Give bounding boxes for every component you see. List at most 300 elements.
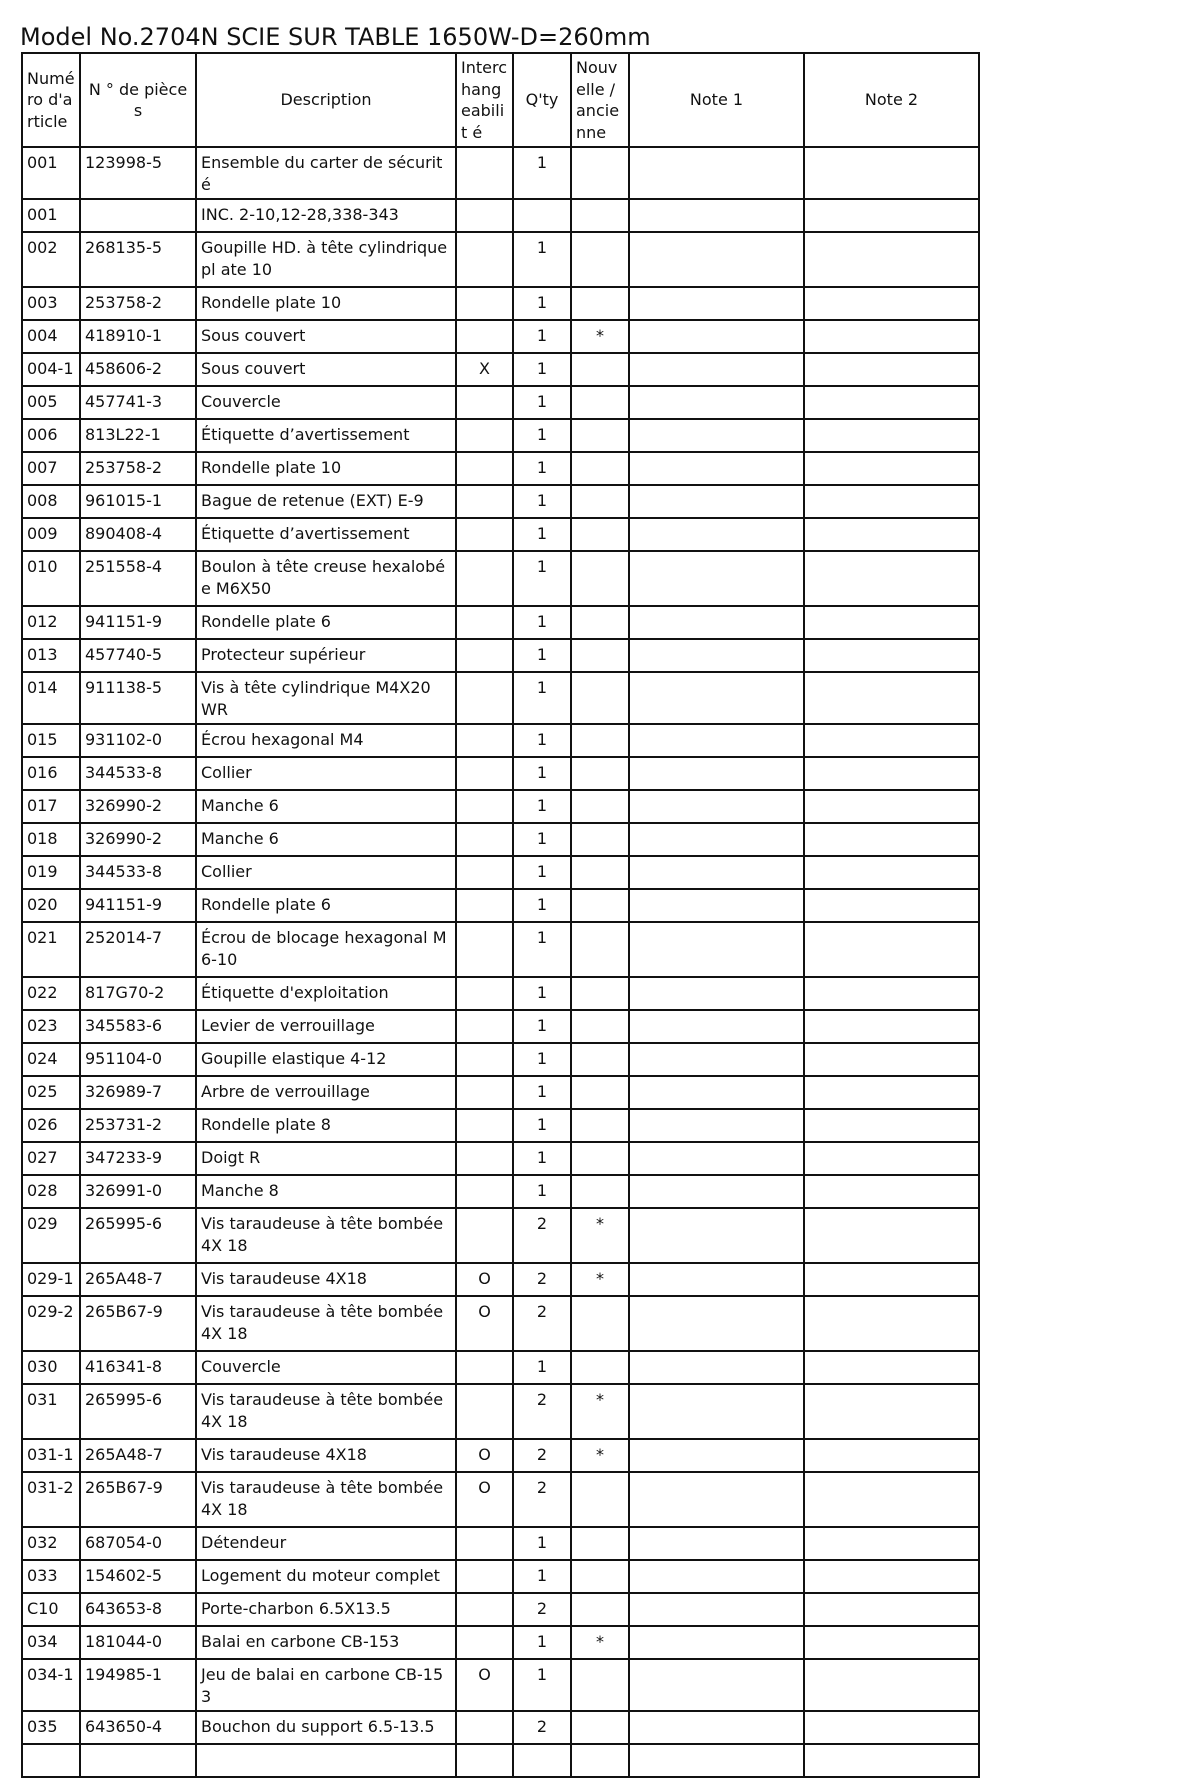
cell-interchangeability xyxy=(456,518,513,551)
cell-qty: 1 xyxy=(513,386,571,419)
cell-note-2 xyxy=(804,1439,979,1472)
cell-part-no: 265B67-9 xyxy=(80,1472,196,1527)
cell-note-2 xyxy=(804,1626,979,1659)
cell-interchangeability xyxy=(456,1076,513,1109)
cell-new-old xyxy=(571,1744,629,1777)
cell-description: Doigt R xyxy=(196,1142,456,1175)
cell-note-1 xyxy=(629,419,804,452)
cell-note-2 xyxy=(804,922,979,977)
cell-part-no: 418910-1 xyxy=(80,320,196,353)
cell-part-no: 931102-0 xyxy=(80,724,196,757)
cell-part-no: 345583-6 xyxy=(80,1010,196,1043)
cell-note-1 xyxy=(629,199,804,232)
cell-qty: 1 xyxy=(513,551,571,606)
table-row xyxy=(22,1043,979,1076)
cell-note-2 xyxy=(804,1711,979,1744)
cell-description: Porte-charbon 6.5X13.5 xyxy=(196,1593,456,1626)
cell-interchangeability xyxy=(456,1208,513,1263)
table-row xyxy=(22,1263,979,1296)
table-row xyxy=(22,1593,979,1626)
cell-note-1 xyxy=(629,452,804,485)
cell-item-no: 029-2 xyxy=(22,1296,80,1351)
cell-item-no: 028 xyxy=(22,1175,80,1208)
table-row xyxy=(22,1109,979,1142)
cell-item-no: 023 xyxy=(22,1010,80,1043)
table-row xyxy=(22,551,979,606)
cell-note-1 xyxy=(629,232,804,287)
cell-part-no: 253758-2 xyxy=(80,287,196,320)
cell-new-old xyxy=(571,452,629,485)
cell-note-1 xyxy=(629,1439,804,1472)
cell-item-no: 001 xyxy=(22,147,80,199)
cell-note-2 xyxy=(804,790,979,823)
cell-interchangeability xyxy=(456,1711,513,1744)
cell-part-no: 817G70-2 xyxy=(80,977,196,1010)
cell-note-1 xyxy=(629,1744,804,1777)
cell-interchangeability xyxy=(456,551,513,606)
cell-part-no: 265995-6 xyxy=(80,1384,196,1439)
cell-part-no: 265A48-7 xyxy=(80,1439,196,1472)
cell-new-old: * xyxy=(571,320,629,353)
cell-qty: 1 xyxy=(513,419,571,452)
cell-note-2 xyxy=(804,1109,979,1142)
table-row xyxy=(22,1010,979,1043)
cell-note-1 xyxy=(629,724,804,757)
cell-new-old xyxy=(571,1043,629,1076)
cell-note-1 xyxy=(629,1208,804,1263)
cell-description xyxy=(196,1744,456,1777)
cell-interchangeability xyxy=(456,287,513,320)
cell-qty: 2 xyxy=(513,1263,571,1296)
cell-part-no: 326991-0 xyxy=(80,1175,196,1208)
cell-note-2 xyxy=(804,1010,979,1043)
cell-new-old xyxy=(571,606,629,639)
cell-interchangeability xyxy=(456,320,513,353)
table-row xyxy=(22,823,979,856)
cell-new-old xyxy=(571,353,629,386)
cell-part-no: 253758-2 xyxy=(80,452,196,485)
cell-description: Vis à tête cylindrique M4X20 WR xyxy=(196,672,456,724)
table-row xyxy=(22,1384,979,1439)
cell-note-1 xyxy=(629,757,804,790)
cell-qty: 1 xyxy=(513,1043,571,1076)
table-row xyxy=(22,672,979,724)
cell-new-old xyxy=(571,724,629,757)
cell-item-no: 007 xyxy=(22,452,80,485)
cell-item-no: 025 xyxy=(22,1076,80,1109)
cell-note-2 xyxy=(804,232,979,287)
cell-note-2 xyxy=(804,485,979,518)
parts-table-body xyxy=(22,147,979,1777)
cell-new-old xyxy=(571,1711,629,1744)
cell-interchangeability: O xyxy=(456,1472,513,1527)
cell-part-no: 268135-5 xyxy=(80,232,196,287)
cell-qty: 2 xyxy=(513,1384,571,1439)
cell-item-no: 017 xyxy=(22,790,80,823)
table-row xyxy=(22,320,979,353)
cell-new-old xyxy=(571,199,629,232)
cell-qty: 1 xyxy=(513,485,571,518)
cell-interchangeability xyxy=(456,672,513,724)
cell-qty: 1 xyxy=(513,724,571,757)
cell-item-no: 034 xyxy=(22,1626,80,1659)
cell-description: Collier xyxy=(196,757,456,790)
cell-qty: 1 xyxy=(513,147,571,199)
cell-note-1 xyxy=(629,518,804,551)
cell-note-1 xyxy=(629,1109,804,1142)
cell-part-no: 252014-7 xyxy=(80,922,196,977)
cell-item-no: 024 xyxy=(22,1043,80,1076)
cell-part-no: 457740-5 xyxy=(80,639,196,672)
table-row xyxy=(22,485,979,518)
cell-note-1 xyxy=(629,287,804,320)
cell-new-old: * xyxy=(571,1626,629,1659)
table-row xyxy=(22,419,979,452)
cell-part-no: 961015-1 xyxy=(80,485,196,518)
cell-qty: 2 xyxy=(513,1711,571,1744)
cell-interchangeability xyxy=(456,147,513,199)
cell-description: Vis taraudeuse à tête bombée 4X 18 xyxy=(196,1472,456,1527)
table-row xyxy=(22,1744,979,1777)
cell-note-1 xyxy=(629,353,804,386)
cell-item-no: 031-2 xyxy=(22,1472,80,1527)
cell-interchangeability xyxy=(456,823,513,856)
cell-interchangeability xyxy=(456,485,513,518)
cell-part-no: 951104-0 xyxy=(80,1043,196,1076)
cell-qty: 1 xyxy=(513,1175,571,1208)
cell-description: Bouchon du support 6.5-13.5 xyxy=(196,1711,456,1744)
cell-qty: 2 xyxy=(513,1472,571,1527)
cell-description: Couvercle xyxy=(196,1351,456,1384)
cell-qty: 1 xyxy=(513,790,571,823)
cell-description: Couvercle xyxy=(196,386,456,419)
cell-item-no: 020 xyxy=(22,889,80,922)
cell-qty: 1 xyxy=(513,1351,571,1384)
cell-description: Vis taraudeuse à tête bombée 4X 18 xyxy=(196,1296,456,1351)
cell-item-no: 033 xyxy=(22,1560,80,1593)
cell-new-old xyxy=(571,823,629,856)
cell-interchangeability xyxy=(456,606,513,639)
table-row xyxy=(22,1527,979,1560)
cell-new-old xyxy=(571,287,629,320)
header-new-old: Nouv elle / ancie nne xyxy=(571,53,629,147)
cell-item-no: 029-1 xyxy=(22,1263,80,1296)
cell-qty: 1 xyxy=(513,287,571,320)
cell-description: Rondelle plate 6 xyxy=(196,889,456,922)
cell-note-2 xyxy=(804,551,979,606)
cell-part-no: 458606-2 xyxy=(80,353,196,386)
table-row xyxy=(22,1296,979,1351)
cell-item-no: 001 xyxy=(22,199,80,232)
cell-note-2 xyxy=(804,147,979,199)
cell-description: Collier xyxy=(196,856,456,889)
table-row xyxy=(22,1439,979,1472)
table-row xyxy=(22,1175,979,1208)
cell-qty: 1 xyxy=(513,1659,571,1711)
cell-description: Levier de verrouillage xyxy=(196,1010,456,1043)
cell-new-old xyxy=(571,419,629,452)
cell-new-old xyxy=(571,1527,629,1560)
cell-qty: 1 xyxy=(513,353,571,386)
cell-note-1 xyxy=(629,639,804,672)
cell-interchangeability xyxy=(456,1744,513,1777)
cell-qty: 1 xyxy=(513,518,571,551)
cell-interchangeability xyxy=(456,1384,513,1439)
cell-qty: 2 xyxy=(513,1593,571,1626)
cell-description: INC. 2-10,12-28,338-343 xyxy=(196,199,456,232)
cell-part-no: 457741-3 xyxy=(80,386,196,419)
cell-new-old xyxy=(571,1175,629,1208)
cell-qty xyxy=(513,1744,571,1777)
cell-note-1 xyxy=(629,672,804,724)
cell-part-no: 344533-8 xyxy=(80,757,196,790)
cell-new-old: * xyxy=(571,1439,629,1472)
cell-note-2 xyxy=(804,1744,979,1777)
cell-interchangeability xyxy=(456,922,513,977)
cell-qty: 1 xyxy=(513,452,571,485)
cell-note-1 xyxy=(629,1626,804,1659)
cell-note-2 xyxy=(804,1659,979,1711)
cell-note-1 xyxy=(629,1527,804,1560)
cell-note-2 xyxy=(804,889,979,922)
cell-note-1 xyxy=(629,1560,804,1593)
cell-item-no: 013 xyxy=(22,639,80,672)
cell-item-no: 021 xyxy=(22,922,80,977)
cell-note-2 xyxy=(804,1175,979,1208)
cell-item-no: 022 xyxy=(22,977,80,1010)
cell-part-no: 265995-6 xyxy=(80,1208,196,1263)
cell-item-no: C10 xyxy=(22,1593,80,1626)
cell-qty: 1 xyxy=(513,639,571,672)
cell-item-no: 032 xyxy=(22,1527,80,1560)
cell-interchangeability xyxy=(456,386,513,419)
cell-part-no: 251558-4 xyxy=(80,551,196,606)
cell-new-old xyxy=(571,1296,629,1351)
cell-description: Rondelle plate 10 xyxy=(196,452,456,485)
cell-item-no: 010 xyxy=(22,551,80,606)
cell-qty: 1 xyxy=(513,320,571,353)
cell-note-2 xyxy=(804,1263,979,1296)
header-interchangeability: Interc hang eabilit é xyxy=(456,53,513,147)
cell-note-1 xyxy=(629,551,804,606)
cell-note-1 xyxy=(629,1711,804,1744)
cell-part-no xyxy=(80,199,196,232)
cell-description: Étiquette d’avertissement xyxy=(196,419,456,452)
table-row xyxy=(22,452,979,485)
cell-description: Arbre de verrouillage xyxy=(196,1076,456,1109)
table-row xyxy=(22,757,979,790)
table-row xyxy=(22,922,979,977)
cell-new-old xyxy=(571,232,629,287)
cell-note-1 xyxy=(629,1384,804,1439)
cell-qty: 1 xyxy=(513,1527,571,1560)
cell-description: Goupille HD. à tête cylindrique pl ate 10 xyxy=(196,232,456,287)
cell-qty: 1 xyxy=(513,1142,571,1175)
cell-new-old xyxy=(571,1472,629,1527)
cell-part-no: 890408-4 xyxy=(80,518,196,551)
cell-note-2 xyxy=(804,452,979,485)
cell-interchangeability: O xyxy=(456,1439,513,1472)
table-row xyxy=(22,353,979,386)
cell-interchangeability xyxy=(456,1109,513,1142)
cell-description: Écrou hexagonal M4 xyxy=(196,724,456,757)
table-row xyxy=(22,790,979,823)
cell-item-no: 015 xyxy=(22,724,80,757)
cell-description: Sous couvert xyxy=(196,320,456,353)
cell-note-2 xyxy=(804,757,979,790)
cell-note-2 xyxy=(804,672,979,724)
cell-interchangeability xyxy=(456,1593,513,1626)
cell-note-2 xyxy=(804,823,979,856)
cell-part-no: 194985-1 xyxy=(80,1659,196,1711)
table-row xyxy=(22,1142,979,1175)
cell-description: Goupille elastique 4-12 xyxy=(196,1043,456,1076)
cell-interchangeability xyxy=(456,790,513,823)
cell-part-no: 326989-7 xyxy=(80,1076,196,1109)
table-row xyxy=(22,232,979,287)
cell-item-no: 016 xyxy=(22,757,80,790)
cell-note-2 xyxy=(804,1560,979,1593)
cell-interchangeability: O xyxy=(456,1263,513,1296)
cell-description: Étiquette d'exploitation xyxy=(196,977,456,1010)
cell-note-2 xyxy=(804,1208,979,1263)
cell-part-no: 344533-8 xyxy=(80,856,196,889)
cell-interchangeability xyxy=(456,724,513,757)
cell-qty: 1 xyxy=(513,1109,571,1142)
page-title: Model No.2704N SCIE SUR TABLE 1650W-D=260mm xyxy=(20,23,651,51)
table-row xyxy=(22,889,979,922)
cell-note-2 xyxy=(804,856,979,889)
cell-qty: 1 xyxy=(513,672,571,724)
cell-note-1 xyxy=(629,1593,804,1626)
cell-qty: 1 xyxy=(513,757,571,790)
cell-item-no: 004 xyxy=(22,320,80,353)
cell-part-no: 643650-4 xyxy=(80,1711,196,1744)
cell-description: Rondelle plate 6 xyxy=(196,606,456,639)
cell-note-2 xyxy=(804,1043,979,1076)
cell-description: Détendeur xyxy=(196,1527,456,1560)
cell-part-no: 265A48-7 xyxy=(80,1263,196,1296)
cell-description: Vis taraudeuse à tête bombée 4X 18 xyxy=(196,1384,456,1439)
cell-note-2 xyxy=(804,1142,979,1175)
header-item-no: Numé ro d'a rticle xyxy=(22,53,80,147)
cell-new-old xyxy=(571,1659,629,1711)
cell-interchangeability xyxy=(456,977,513,1010)
cell-qty: 1 xyxy=(513,922,571,977)
cell-note-2 xyxy=(804,1384,979,1439)
cell-note-1 xyxy=(629,823,804,856)
cell-note-2 xyxy=(804,1593,979,1626)
cell-part-no: 941151-9 xyxy=(80,606,196,639)
cell-new-old xyxy=(571,856,629,889)
table-row xyxy=(22,639,979,672)
cell-part-no: 347233-9 xyxy=(80,1142,196,1175)
cell-qty: 1 xyxy=(513,1560,571,1593)
cell-interchangeability xyxy=(456,452,513,485)
table-row xyxy=(22,199,979,232)
cell-description: Vis taraudeuse 4X18 xyxy=(196,1263,456,1296)
cell-qty: 1 xyxy=(513,977,571,1010)
header-part-no: N ° de pièces xyxy=(80,53,196,147)
cell-interchangeability: O xyxy=(456,1659,513,1711)
cell-note-1 xyxy=(629,889,804,922)
cell-note-1 xyxy=(629,606,804,639)
table-row xyxy=(22,1560,979,1593)
cell-note-1 xyxy=(629,922,804,977)
cell-note-2 xyxy=(804,1527,979,1560)
cell-note-2 xyxy=(804,724,979,757)
cell-new-old xyxy=(571,790,629,823)
cell-qty: 1 xyxy=(513,856,571,889)
cell-note-2 xyxy=(804,199,979,232)
cell-new-old: * xyxy=(571,1263,629,1296)
table-row xyxy=(22,856,979,889)
cell-note-2 xyxy=(804,977,979,1010)
cell-interchangeability xyxy=(456,419,513,452)
cell-interchangeability xyxy=(456,856,513,889)
cell-new-old xyxy=(571,1142,629,1175)
table-row xyxy=(22,1626,979,1659)
cell-new-old xyxy=(571,1560,629,1593)
cell-note-1 xyxy=(629,790,804,823)
cell-interchangeability xyxy=(456,1175,513,1208)
header-note-2: Note 2 xyxy=(804,53,979,147)
cell-qty: 2 xyxy=(513,1296,571,1351)
cell-item-no: 031 xyxy=(22,1384,80,1439)
cell-part-no: 326990-2 xyxy=(80,790,196,823)
cell-item-no: 029 xyxy=(22,1208,80,1263)
cell-interchangeability xyxy=(456,757,513,790)
cell-item-no: 002 xyxy=(22,232,80,287)
cell-note-2 xyxy=(804,353,979,386)
cell-note-1 xyxy=(629,977,804,1010)
cell-item-no: 035 xyxy=(22,1711,80,1744)
cell-description: Jeu de balai en carbone CB-153 xyxy=(196,1659,456,1711)
cell-item-no: 019 xyxy=(22,856,80,889)
cell-item-no: 012 xyxy=(22,606,80,639)
cell-item-no: 008 xyxy=(22,485,80,518)
cell-new-old xyxy=(571,551,629,606)
cell-qty xyxy=(513,199,571,232)
cell-interchangeability xyxy=(456,1043,513,1076)
cell-part-no xyxy=(80,1744,196,1777)
cell-note-1 xyxy=(629,1043,804,1076)
cell-note-1 xyxy=(629,1296,804,1351)
cell-new-old xyxy=(571,1076,629,1109)
cell-part-no: 123998-5 xyxy=(80,147,196,199)
cell-note-1 xyxy=(629,1175,804,1208)
cell-new-old xyxy=(571,485,629,518)
cell-note-1 xyxy=(629,1659,804,1711)
cell-description: Rondelle plate 10 xyxy=(196,287,456,320)
cell-interchangeability xyxy=(456,232,513,287)
cell-item-no: 018 xyxy=(22,823,80,856)
cell-description: Sous couvert xyxy=(196,353,456,386)
cell-new-old xyxy=(571,386,629,419)
cell-qty: 2 xyxy=(513,1439,571,1472)
cell-new-old: * xyxy=(571,1384,629,1439)
cell-interchangeability xyxy=(456,1560,513,1593)
cell-item-no: 026 xyxy=(22,1109,80,1142)
header-row xyxy=(22,53,979,147)
cell-interchangeability xyxy=(456,889,513,922)
cell-part-no: 941151-9 xyxy=(80,889,196,922)
cell-description: Manche 8 xyxy=(196,1175,456,1208)
cell-part-no: 416341-8 xyxy=(80,1351,196,1384)
cell-part-no: 911138-5 xyxy=(80,672,196,724)
cell-interchangeability xyxy=(456,1626,513,1659)
cell-note-2 xyxy=(804,639,979,672)
